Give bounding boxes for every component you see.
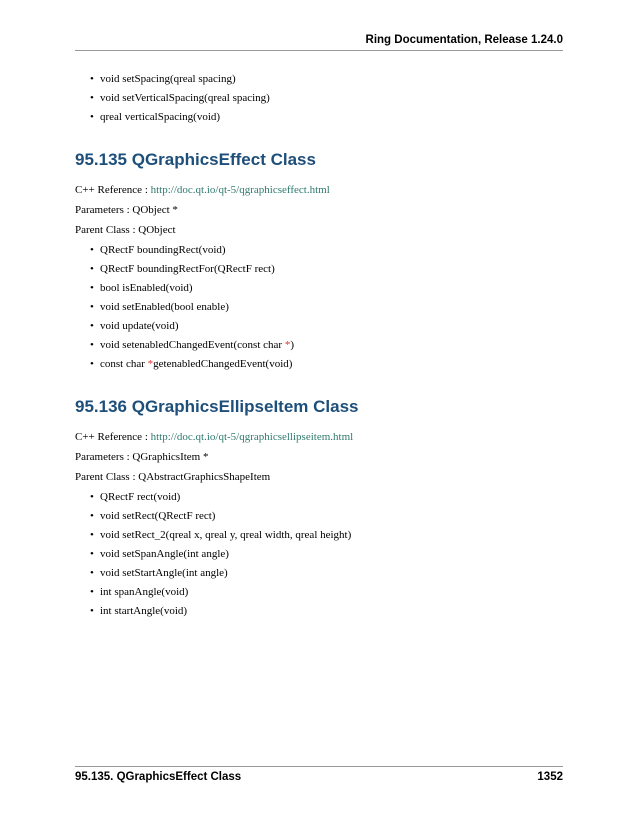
- method-signature: void setSpacing(qreal spacing): [100, 73, 236, 85]
- list-item: [75, 73, 563, 86]
- list-item: [75, 567, 563, 580]
- bullet-icon: •: [90, 301, 94, 313]
- parameters-line: Parameters : QObject *: [75, 204, 178, 216]
- method-signature: QRectF boundingRect(void): [100, 244, 226, 256]
- bullet-icon: •: [90, 282, 94, 294]
- method-signature: void setRect_2(qreal x, qreal y, qreal width, qreal height): [100, 529, 352, 541]
- bullet-icon: •: [90, 567, 94, 579]
- bullet-icon: •: [90, 320, 94, 332]
- running-footer: [75, 771, 563, 783]
- method-list: [75, 244, 563, 371]
- header-divider: [75, 50, 563, 51]
- bullet-icon: •: [90, 92, 94, 104]
- reference-label: C++ Reference :: [75, 431, 151, 443]
- method-signature: qreal verticalSpacing(void): [100, 111, 221, 123]
- parameters-line: Parameters : QGraphicsItem *: [75, 451, 209, 463]
- reference-link[interactable]: http://doc.qt.io/qt-5/qgraphicseffect.html: [150, 184, 330, 196]
- list-item: [75, 263, 563, 276]
- parent-class-line: Parent Class : QAbstractGraphicsShapeItem: [75, 471, 271, 483]
- list-item: [75, 244, 563, 257]
- footer-section-title: 95.135. QGraphicsEffect Class: [75, 771, 242, 783]
- list-item: [75, 548, 563, 561]
- list-item: [75, 491, 563, 504]
- list-item: [75, 339, 563, 352]
- method-signature: [100, 339, 294, 351]
- bullet-icon: •: [90, 358, 94, 370]
- method-list: [75, 491, 563, 618]
- method-signature: void setStartAngle(int angle): [100, 567, 228, 579]
- bullet-icon: •: [90, 548, 94, 560]
- signature-part: void setenabledChangedEvent(const char: [100, 339, 285, 351]
- method-signature: void setEnabled(bool enable): [100, 301, 229, 313]
- signature-part: ): [290, 339, 294, 351]
- bullet-icon: •: [90, 510, 94, 522]
- section-heading-qgraphicseffect: 95.135 QGraphicsEffect Class: [75, 150, 316, 169]
- bullet-icon: •: [90, 491, 94, 503]
- bullet-icon: •: [90, 111, 94, 123]
- list-item: [75, 282, 563, 295]
- running-header: Ring Documentation, Release 1.24.0: [365, 34, 563, 46]
- method-signature: QRectF rect(void): [100, 491, 181, 503]
- list-item: [75, 301, 563, 314]
- list-item: [75, 358, 563, 371]
- method-signature: void update(void): [100, 320, 179, 332]
- list-item: [75, 605, 563, 618]
- bullet-icon: •: [90, 263, 94, 275]
- reference-label: C++ Reference :: [75, 184, 151, 196]
- method-signature: bool isEnabled(void): [100, 282, 193, 294]
- bullet-icon: •: [90, 586, 94, 598]
- method-signature: void setVerticalSpacing(qreal spacing): [100, 92, 270, 104]
- footer-divider: [75, 766, 563, 767]
- list-item: [75, 586, 563, 599]
- list-item: [75, 510, 563, 523]
- page-number: 1352: [537, 771, 563, 783]
- reference-link[interactable]: http://doc.qt.io/qt-5/qgraphicsellipseitem.html: [150, 431, 354, 443]
- page-content: [75, 73, 563, 624]
- method-signature: [100, 358, 292, 370]
- method-signature: QRectF boundingRectFor(QRectF rect): [100, 263, 275, 275]
- cpp-reference: [75, 184, 563, 197]
- section-heading-qgraphicsellipseitem: 95.136 QGraphicsEllipseItem Class: [75, 397, 359, 416]
- signature-part: const char: [100, 358, 148, 370]
- pointer-star: *: [284, 339, 291, 351]
- method-signature: void setSpanAngle(int angle): [100, 548, 229, 560]
- method-signature: int startAngle(void): [100, 605, 188, 617]
- pointer-star: *: [147, 358, 154, 370]
- method-signature: int spanAngle(void): [100, 586, 189, 598]
- list-item: [75, 320, 563, 333]
- bullet-icon: •: [90, 73, 94, 85]
- parent-class-line: Parent Class : QObject: [75, 224, 176, 236]
- cpp-reference: [75, 431, 563, 444]
- list-item: [75, 111, 563, 124]
- list-item: [75, 529, 563, 542]
- intro-method-list: [75, 73, 563, 124]
- bullet-icon: •: [90, 605, 94, 617]
- bullet-icon: •: [90, 244, 94, 256]
- list-item: [75, 92, 563, 105]
- method-signature: void setRect(QRectF rect): [100, 510, 216, 522]
- bullet-icon: •: [90, 339, 94, 351]
- bullet-icon: •: [90, 529, 94, 541]
- signature-part: getenabledChangedEvent(void): [153, 358, 293, 370]
